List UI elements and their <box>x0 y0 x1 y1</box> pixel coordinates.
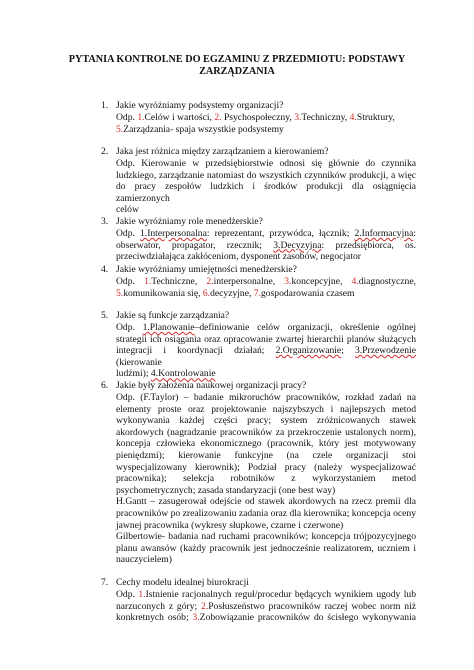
answer-line <box>116 589 416 601</box>
item-number: 1. <box>138 589 146 600</box>
item-text: interpersonalne, <box>213 276 285 287</box>
answer-line: celów <box>116 204 139 216</box>
answer-line: pracowników po zrealizowaniu zadania oraz dla kierownika; koncepcja oceny <box>116 507 416 519</box>
item-text: Zobowiązanie pracowników do ścisłego wykonywania <box>199 612 416 624</box>
function-label: 3.Przewodzenie <box>354 345 416 357</box>
answer-line <box>116 276 416 288</box>
answer-line: Gilbertowie- badania nad ruchami pracowników; koncepcja trójpozycyjnego <box>116 531 416 543</box>
function-label: 1.Planowanie <box>142 322 195 333</box>
item-text: Celów i wartości, <box>144 112 215 123</box>
item-number: 3. <box>284 276 292 287</box>
answer-prefix: Odp. <box>116 589 139 600</box>
answer-line: do pracy zespołów ludzkich i środków produkcji dla osiągnięcia zamierzonych <box>116 181 416 204</box>
question-number: 6. <box>101 380 109 391</box>
answer-line: psychometrycznych; zasada standaryzacji (one best way) <box>116 484 336 496</box>
answer-text: : <box>413 228 416 239</box>
answer-line <box>116 601 416 613</box>
answer-text: narzuconych z góry; <box>116 600 202 612</box>
answer-prefix: Odp. <box>116 112 138 123</box>
role-label: 2.Informacyjna <box>354 228 414 239</box>
item-number: 5. <box>116 287 124 299</box>
item-number: 1. <box>144 276 152 287</box>
question-number: 2. <box>101 146 109 157</box>
answer-text: : przedsiębiorca, os. <box>321 239 416 251</box>
item-text: Struktury, <box>356 112 395 123</box>
answer-text: obserwator, propagator, rzecznik; <box>116 239 274 251</box>
answer-text: –definiowanie celów organizacji, określenie ogólnej <box>194 322 416 333</box>
item-text: Istnienie racjonalnych reguł/procedur będących wynikiem ugody lub <box>145 589 416 600</box>
question-number: 1. <box>101 100 109 111</box>
function-label: 2.Organizowanie <box>275 345 342 357</box>
item-text: Psychospołeczny, <box>221 112 295 123</box>
answer-line <box>116 368 416 380</box>
answer-line: ludzkiego, zarządzanie natomiast do wszystkich czynników produkcji, a więc <box>116 169 416 181</box>
answer-line <box>116 240 416 252</box>
answer-line <box>116 288 416 300</box>
answer-line: strategii ich osiągania oraz opracowanie zwartej hierarchii planów służących <box>116 333 416 345</box>
answer-line: Odp. Kierowanie w przedsiębiorstwie odnosi się głównie do czynnika <box>116 158 416 169</box>
answer-line <box>116 112 416 124</box>
answer-line: koncepja człowieka ekonomicznego (pracownik, który jest motywowany <box>116 438 416 450</box>
answer-line: przeciwdziałająca zakłóceniom, dysponent zasobów, negocjator <box>116 251 361 263</box>
title-line-2: ZARZĄDZANIA <box>199 66 275 78</box>
answer <box>116 112 416 135</box>
item-number: 6. <box>202 287 211 299</box>
question-text: Jakie są funkcje zarządzania? <box>116 310 230 321</box>
question-number: 5. <box>101 310 109 321</box>
function-label: 4.Kontrolowanie <box>150 368 216 380</box>
answer-line: nauczycielem) <box>116 554 172 566</box>
answer-text: (kierowanie <box>116 356 162 368</box>
question-text: Jakie wyróżniamy umiejętności menedżerskie? <box>116 264 297 275</box>
answer <box>116 228 416 263</box>
answer-line <box>116 228 416 240</box>
answer-line <box>116 345 416 368</box>
answer-text: ludźmi); <box>116 368 151 380</box>
question-text: Jaka jest różnica między zarządzaniem a kierowaniem? <box>116 146 329 157</box>
answer-line: akordowych (nagradzanie pracowników za przekroczenie ustalonych norm), <box>116 426 416 438</box>
answer <box>116 322 416 380</box>
item-number: 4. <box>349 112 357 123</box>
answer-prefix: Odp. <box>116 276 145 287</box>
answer-line <box>116 612 416 624</box>
role-label: 3.Decyzyjna <box>273 239 322 251</box>
answer-line: H.Gantt – zasugerował odejście od stawek akordowych na rzecz premii dla <box>116 496 416 508</box>
answer-line: Odp. (F.Taylor) – badanie mikroruchów pracowników, rozkład zadań na <box>116 392 416 403</box>
question-number: 3. <box>101 216 109 227</box>
answer-line: wyspecjalizowany kierownik); Podział pracy (należy wyspecjalizować <box>116 461 416 473</box>
question-number: 7. <box>101 577 109 588</box>
item-number: 2. <box>201 600 209 612</box>
answer-line: pieniędzmi); kierowanie funkcyjne (na czele organizacji stoi <box>116 449 416 461</box>
answer-prefix: Odp. <box>116 228 140 239</box>
answer-line: elementy proste oraz projektowanie najszybszych i najlepszych metod <box>116 403 416 415</box>
answer <box>116 276 416 299</box>
question-text: Jakie były założenia naukowej organizacji pracy? <box>116 380 307 391</box>
answer-line: planu awansów (każdy pracownik jest jednocześnie realizatorem, uczniem i <box>116 542 416 554</box>
answer <box>116 158 416 216</box>
answer-text: ; <box>341 345 355 357</box>
answer-line: pracownika); selekcja robotników z wykorzystaniem metod <box>116 473 416 485</box>
answer-text: integracji i koordynacji działań; <box>116 345 276 357</box>
item-text: Techniczne, <box>151 276 207 287</box>
answer-line <box>116 322 416 334</box>
answer-text: : reprezentant, przywódca, łącznik; <box>206 228 355 239</box>
item-number: 5. <box>116 123 124 135</box>
role-label: 1.Interpersonalna <box>140 228 207 239</box>
item-number: 7. <box>253 287 261 299</box>
item-text: Zarządzania- spaja wszystkie podsystemy <box>123 123 284 135</box>
answer-line: wykonywania każdej części pracy; system zróżnicowanych stawek <box>116 415 416 427</box>
answer <box>116 589 416 624</box>
item-text: Posłuszeństwo pracowników raczej wobec norm niż <box>208 600 416 612</box>
item-text: diagnostyczne, <box>358 276 416 287</box>
item-text: komunikowania się, <box>123 287 203 299</box>
title-line-1: PYTANIA KONTROLNE DO EGZAMINU Z PRZEDMIOTU: PODSTAWY <box>68 54 406 65</box>
item-number: 4. <box>351 276 359 287</box>
item-number: 1. <box>137 112 145 123</box>
answer-prefix: Odp. <box>116 322 143 333</box>
page-title <box>60 54 414 79</box>
answer-line <box>116 124 416 136</box>
item-text: koncepcyjne, <box>291 276 352 287</box>
item-number: 2. <box>206 276 214 287</box>
answer-text: konkretnych osób; <box>116 612 193 624</box>
item-text: gospodarowania czasem <box>260 287 355 299</box>
answer <box>116 392 416 566</box>
item-number: 2. <box>214 112 222 123</box>
question-text: Jakie wyróżniamy role menedżerskie? <box>116 216 263 227</box>
item-text: Techniczny, <box>301 112 350 123</box>
item-number: 3. <box>294 112 302 123</box>
answer-line: jawnej pracownika (wykresy słupkowe, czarne i czerwone) <box>116 519 344 531</box>
question-text: Cechy modelu idealnej biurokracji <box>116 577 249 588</box>
item-text: decyzyjne, <box>210 287 254 299</box>
item-number: 3. <box>192 612 200 624</box>
question-number: 4. <box>101 264 109 275</box>
question-text: Jakie wyróżniamy podsystemy organizacji? <box>116 100 284 111</box>
